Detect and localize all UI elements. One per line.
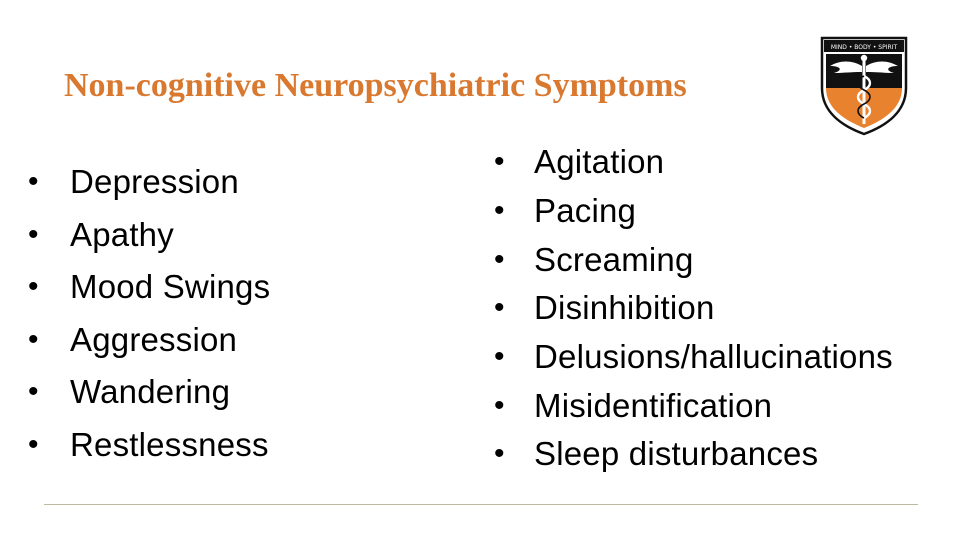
list-item xyxy=(494,138,893,187)
symptom-label: Delusions/hallucinations xyxy=(534,338,893,376)
footer-divider xyxy=(44,504,918,505)
symptom-label: Mood Swings xyxy=(70,268,271,306)
bullet-icon: • xyxy=(28,217,39,251)
bullet-icon: • xyxy=(494,388,505,422)
list-item xyxy=(28,366,270,419)
symptom-label: Pacing xyxy=(534,192,637,230)
bullet-icon: • xyxy=(28,375,39,409)
bullet-icon: • xyxy=(28,322,39,356)
symptom-label: Disinhibition xyxy=(534,289,715,327)
bullet-icon: • xyxy=(494,145,505,179)
bullet-icon: • xyxy=(28,427,39,461)
list-item xyxy=(28,261,270,314)
symptom-label: Sleep disturbances xyxy=(534,435,819,473)
symptom-label: Agitation xyxy=(534,143,665,181)
logo-motto: MIND • BODY • SPIRIT xyxy=(830,44,898,51)
symptom-label: Misidentification xyxy=(534,386,773,424)
bullet-icon: • xyxy=(28,165,39,199)
bullet-icon: • xyxy=(494,340,505,374)
list-item xyxy=(494,284,893,333)
caduceus-shield-icon xyxy=(818,36,910,136)
left-symptom-list xyxy=(28,156,270,471)
list-item xyxy=(494,235,893,284)
bullet-icon: • xyxy=(494,291,505,325)
symptom-label: Apathy xyxy=(70,215,174,253)
symptom-label: Depression xyxy=(70,163,239,201)
slide-title: Non-cognitive Neuropsychiatric Symptoms xyxy=(64,67,687,104)
symptom-label: Aggression xyxy=(70,320,238,358)
symptom-label: Restlessness xyxy=(70,425,269,463)
symptom-label: Wandering xyxy=(70,373,231,411)
list-item xyxy=(494,381,893,430)
bullet-icon: • xyxy=(494,437,505,471)
list-item xyxy=(28,314,270,367)
bullet-icon: • xyxy=(28,270,39,304)
list-item xyxy=(28,209,270,262)
bullet-icon: • xyxy=(494,242,505,276)
right-symptom-list xyxy=(494,138,893,479)
list-item xyxy=(28,156,270,209)
caduceus-shield-logo xyxy=(818,36,910,136)
list-item xyxy=(28,419,270,472)
bullet-icon: • xyxy=(494,194,505,228)
list-item xyxy=(494,187,893,236)
list-item xyxy=(494,430,893,479)
symptom-label: Screaming xyxy=(534,240,694,278)
list-item xyxy=(494,333,893,382)
